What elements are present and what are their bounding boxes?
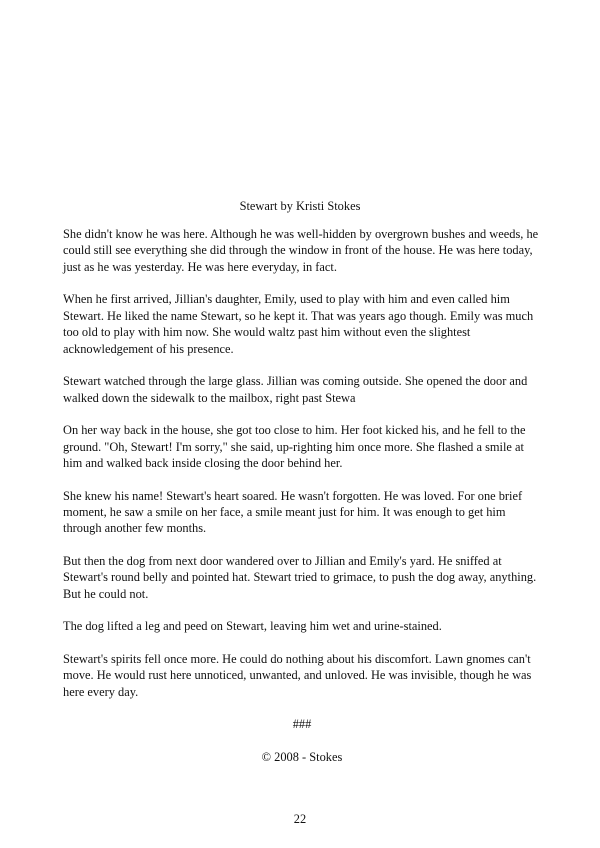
paragraph-8: Stewart's spirits fell once more. He could do nothing about his discomfort. Lawn gnomes can't move. He would rust here unnoticed, unwanted, and unloved. He was invisible, though he was here every day.	[63, 652, 532, 699]
paragraph-6: But then the dog from next door wandered over to Jillian and Emily's yard. He sniffed at Stewart's round belly and pointed hat. Stewart tried to grimace, to push the dog away, anything. But he could not.	[63, 554, 537, 601]
story-body	[63, 226, 541, 782]
paragraph-4: On her way back in the house, she got too close to him. Her foot kicked his, and he fell to the ground. "Oh, Stewart! I'm sorry," she said, up-righting him once more. She flashed a smile at him and walked back inside closing the door behind her.	[63, 423, 526, 471]
page-number: 22	[293, 812, 307, 826]
paragraph-7: The dog lifted a leg and peed on Stewart, leaving him wet and urine-stained.	[63, 619, 442, 634]
end-mark: ###	[292, 717, 312, 732]
paragraph-5: She knew his name! Stewart's heart soared. He wasn't forgotten. He was loved. For one brief moment, he saw a smile on her face, a smile meant just for him. It was enough to get him through another few months.	[63, 488, 523, 536]
story-title: Stewart by Kristi Stokes	[239, 199, 361, 213]
copyright: © 2008 - Stokes	[261, 750, 343, 765]
paragraph-3: Stewart watched through the large glass. Jillian was coming outside. She opened the door and walked down the sidewalk to the mailbox, right past Stewa	[63, 374, 528, 405]
paragraph-1: She didn't know he was here. Although he was well-hidden by overgrown bushes and weeds, he could still see everything she did through the window in front of the house. He was here today, just as he was yesterday. He was here everyday, in fact.	[63, 227, 539, 274]
paragraph-2: When he first arrived, Jillian's daughter, Emily, used to play with him and even called him Stewart. He liked the name Stewart, so he kept it. That was years ago though. Emily was much too old to play with him now. She would waltz past him without even the slightest acknowledgement of his presence.	[63, 292, 534, 356]
